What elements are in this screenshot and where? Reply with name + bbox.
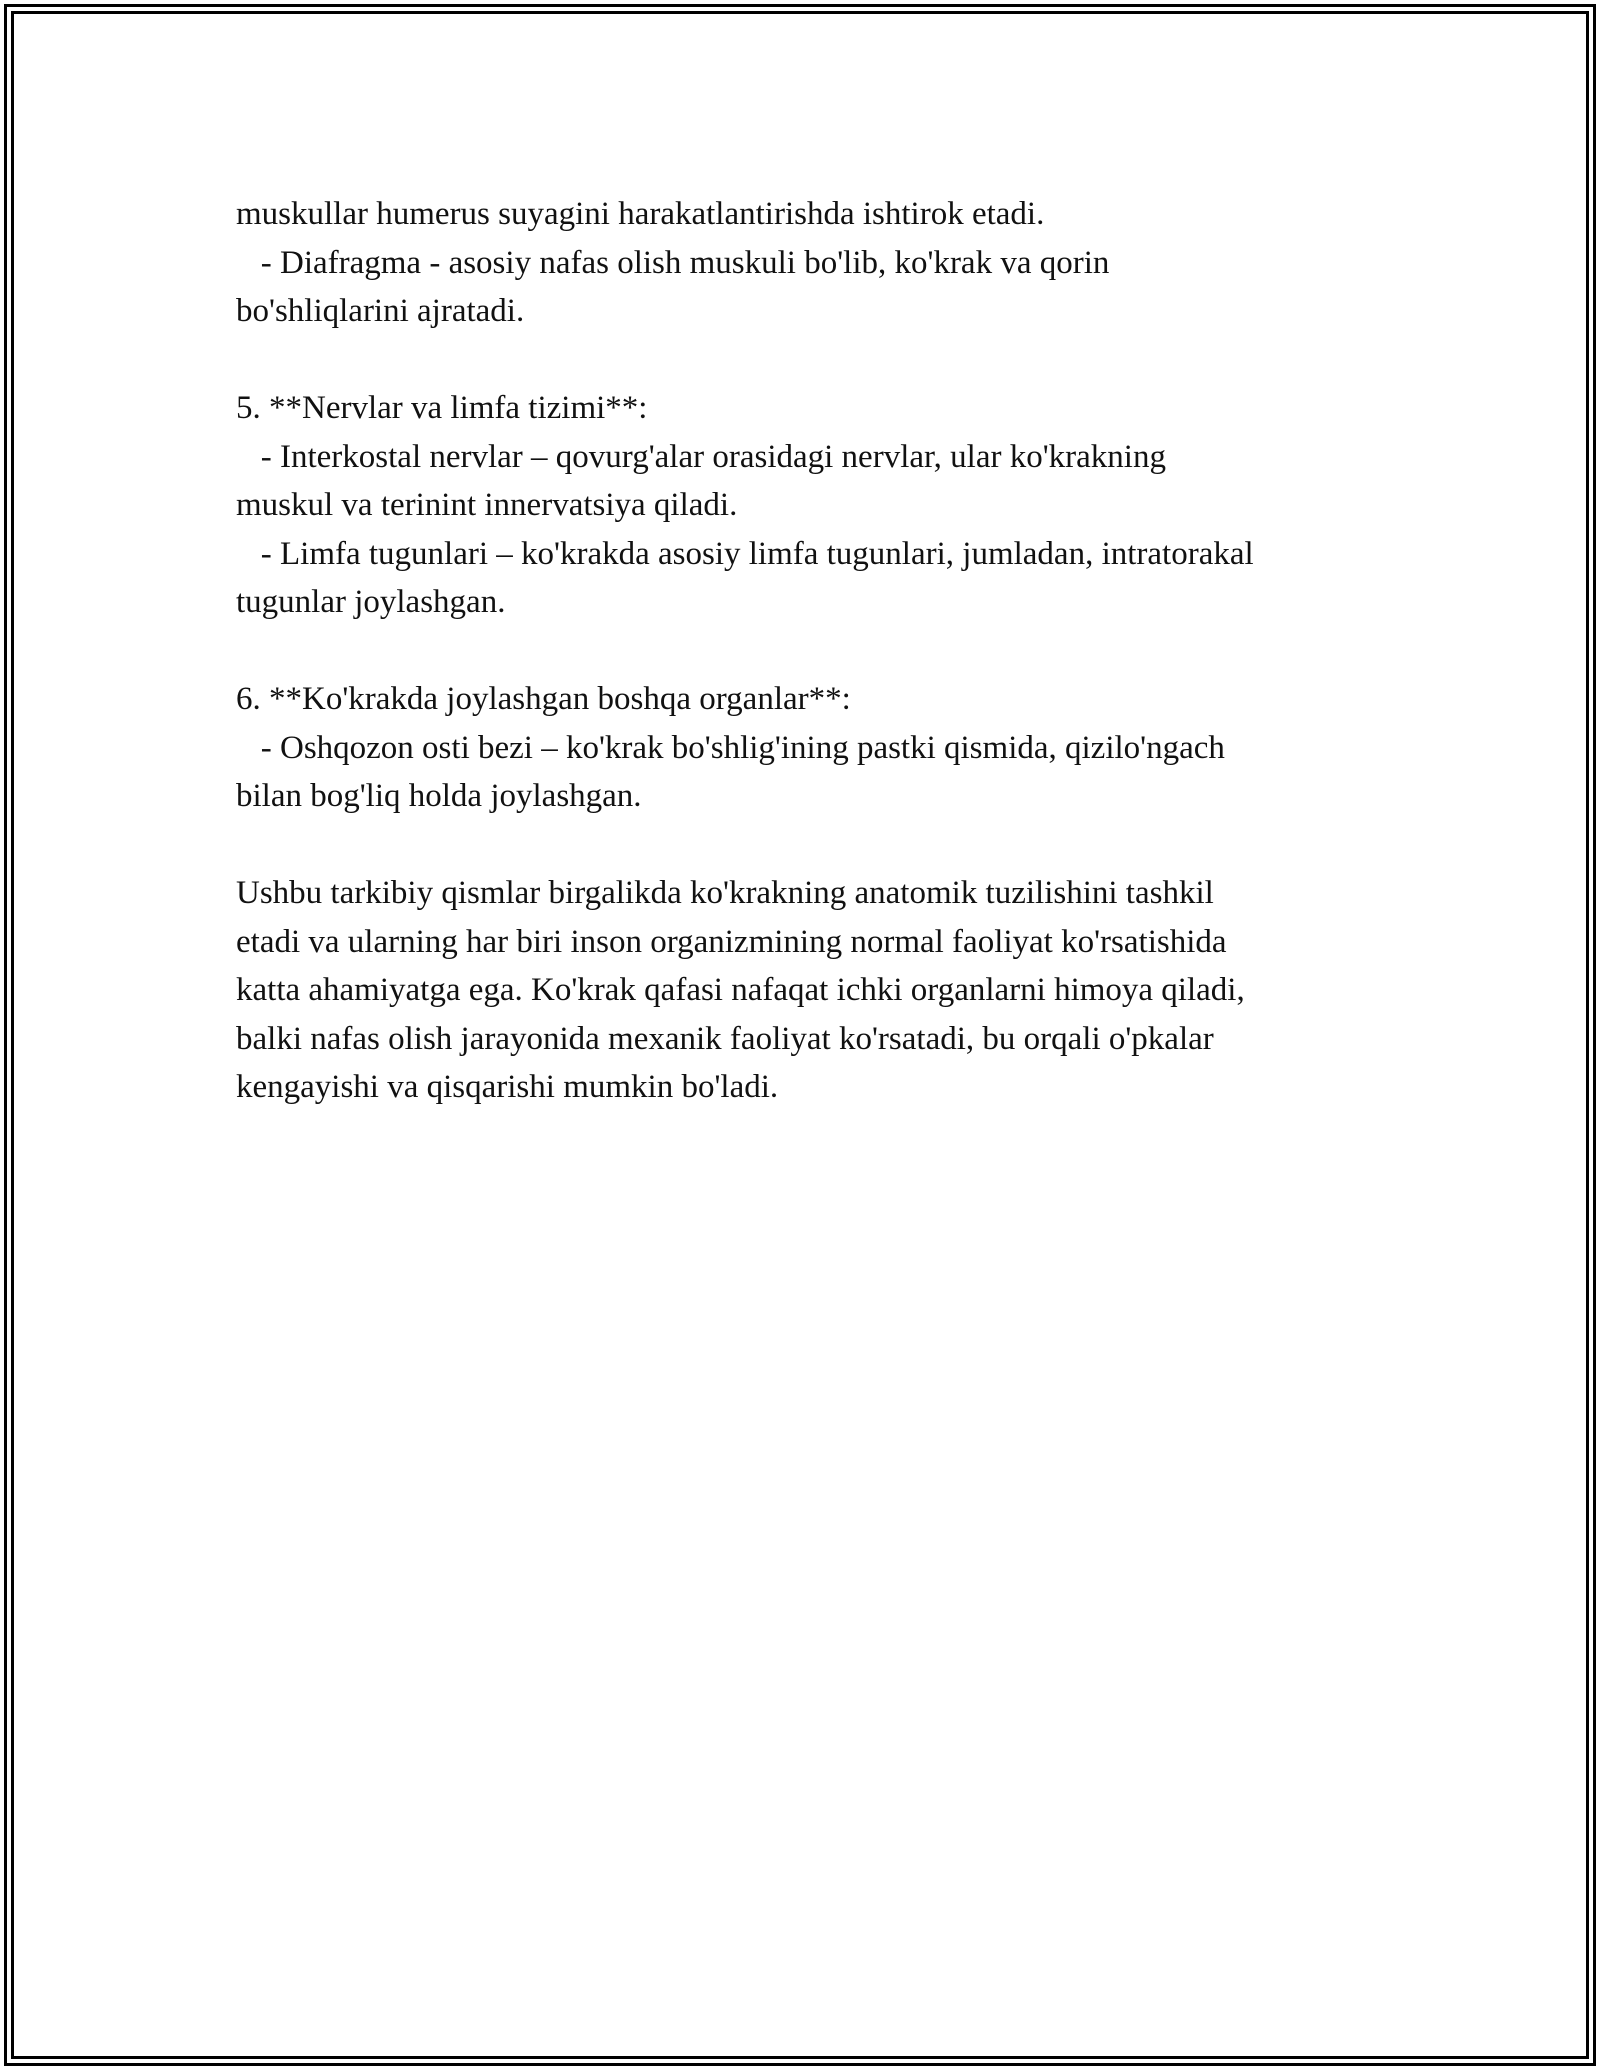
text-line: muskul va terinint innervatsiya qiladi. <box>236 487 738 523</box>
text-line: - Interkostal nervlar – qovurg'alar orasidagi nervlar, ular ko'krakning <box>236 438 1166 475</box>
text-line: bo'shliqlarini ajratadi. <box>236 293 525 329</box>
document-body <box>236 190 1386 1112</box>
section-heading: 6. **Ko'krakda joylashgan boshqa organlar**: <box>236 681 851 717</box>
section-heading: 5. **Nervlar va limfa tizimi**: <box>236 390 648 426</box>
summary-line: katta ahamiyatga ega. Ko'krak qafasi nafaqat ichki organlarni himoya qiladi, <box>236 972 1245 1008</box>
text-line: - Diafragma - asosiy nafas olish muskuli bo'lib, ko'krak va qorin <box>236 244 1110 281</box>
text-line: - Oshqozon osti bezi – ko'krak bo'shlig'ining pastki qismida, qizilo'ngach <box>236 729 1225 766</box>
blank-line <box>236 627 1386 676</box>
summary-line: kengayishi va qisqarishi mumkin bo'ladi. <box>236 1069 779 1105</box>
summary-line: Ushbu tarkibiy qismlar birgalikda ko'krakning anatomik tuzilishini tashkil <box>236 875 1214 911</box>
text-line: - Limfa tugunlari – ko'krakda asosiy limfa tugunlari, jumladan, intratorakal <box>236 535 1254 572</box>
text-line: tugunlar joylashgan. <box>236 584 506 620</box>
text-line: bilan bog'liq holda joylashgan. <box>236 778 642 814</box>
blank-line <box>236 336 1386 385</box>
summary-line: balki nafas olish jarayonida mexanik faoliyat ko'rsatadi, bu orqali o'pkalar <box>236 1020 1214 1057</box>
text-line: muskullar humerus suyagini harakatlantirishda ishtirok etadi. <box>236 196 1045 232</box>
summary-line: etadi va ularning har biri inson organizmining normal faoliyat ko'rsatishida <box>236 923 1227 960</box>
blank-line <box>236 821 1386 870</box>
